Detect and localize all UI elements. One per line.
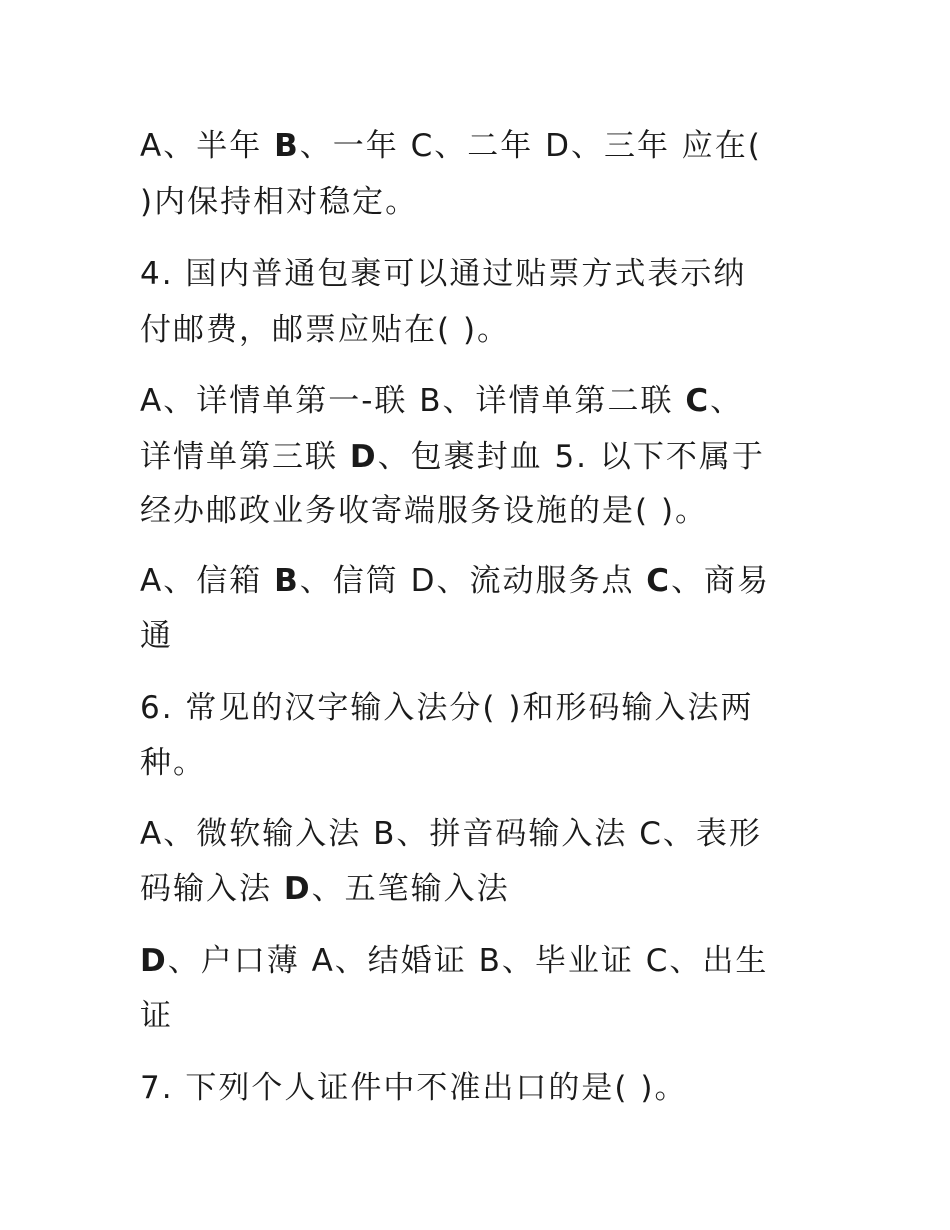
question-4-line xyxy=(140,254,746,294)
text-segment: 经办邮政业务收寄端服务设施的是( )。 xyxy=(140,493,709,529)
text-segment: 6. 常见的汉字输入法分( )和形码输入法两 xyxy=(140,690,754,726)
text-segment: 、一年 C、二年 D、三年 应在( xyxy=(299,128,762,164)
bold-option-letter: D xyxy=(140,943,168,979)
text-segment: 、户口薄 A、结婚证 B、毕业证 C、出生 xyxy=(167,943,769,979)
question-6-line xyxy=(140,688,753,728)
text-segment: A xyxy=(140,816,164,852)
text-segment: 、五笔输入法 xyxy=(311,871,510,907)
text-line xyxy=(140,869,510,909)
bold-option-letter: 、半年 xyxy=(163,128,275,164)
text-segment: 7. 下列个人证件中不准出口的是( )。 xyxy=(140,1070,688,1106)
text-line xyxy=(140,381,743,421)
text-segment: 、包裹封血 5. 以下不属于 xyxy=(377,439,765,475)
text-segment: 付邮费，邮票应贴在( )。 xyxy=(140,312,511,348)
bold-option-letter: B xyxy=(274,563,300,599)
text-line xyxy=(140,310,510,350)
text-segment: 详情单第三联 xyxy=(140,439,350,475)
text-segment: 、详情单第一-联 B、详情单第二联 xyxy=(163,383,686,419)
text-segment: 、 xyxy=(710,383,744,419)
text-segment: 通 xyxy=(140,618,173,654)
text-segment: 、微软输入法 B、拼音码输入法 C、表形 xyxy=(163,816,762,852)
bold-option-letter: D xyxy=(283,871,312,907)
text-segment: 4. 国内普通包裹可以通过贴票方式表示纳 xyxy=(140,256,747,292)
text-line xyxy=(140,561,770,601)
text-line xyxy=(140,743,206,783)
text-segment: 种。 xyxy=(140,745,206,781)
text-line xyxy=(140,941,768,981)
question-7-line xyxy=(140,1068,687,1108)
bold-option-letter: C xyxy=(646,563,672,599)
bold-option-letter: B xyxy=(274,128,300,164)
text-line xyxy=(140,182,418,222)
text-line xyxy=(140,616,173,656)
text-segment: 、信筒 D、流动服务点 xyxy=(299,563,647,599)
text-segment: A xyxy=(140,128,164,164)
bold-option-letter: D xyxy=(349,439,378,475)
text-segment: 、信箱 xyxy=(163,563,275,599)
text-segment: 证 xyxy=(140,998,173,1034)
text-line xyxy=(140,996,173,1036)
bold-option-letter: C xyxy=(685,383,711,419)
text-segment: A xyxy=(140,383,164,419)
text-segment: 码输入法 xyxy=(140,871,284,907)
text-line xyxy=(140,437,765,477)
text-segment: )内保持相对稳定。 xyxy=(140,184,419,220)
text-line xyxy=(140,126,762,166)
text-segment: A xyxy=(140,563,164,599)
text-line xyxy=(140,491,708,531)
text-segment: 、商易 xyxy=(671,563,771,599)
text-line xyxy=(140,814,762,854)
